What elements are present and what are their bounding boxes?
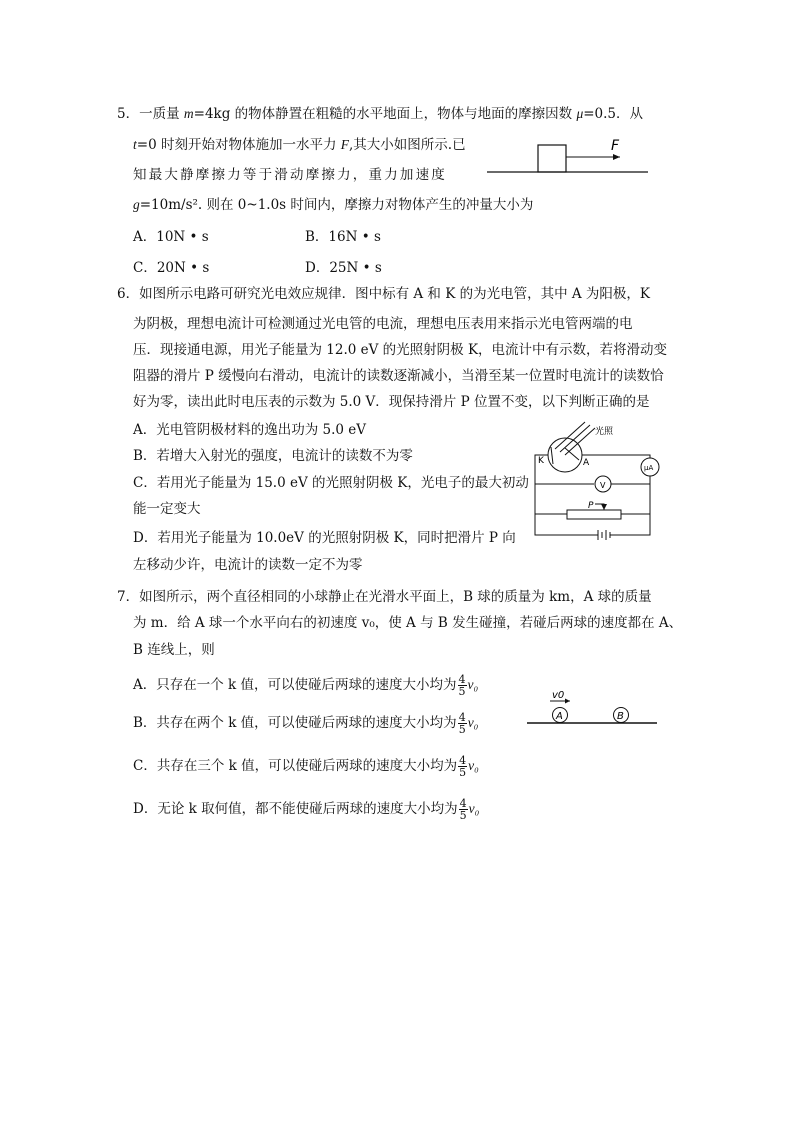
voltmeter-label: V	[600, 481, 606, 490]
q5-var-g: g	[133, 197, 140, 212]
q5-var-m: m	[183, 106, 194, 121]
q7-line-3: B 连线上，则	[133, 642, 215, 658]
fraction-numerator: 4	[459, 797, 467, 810]
q7-line-2: 为 m．给 A 球一个水平向右的初速度 v₀，使 A 与 B 发生碰撞，若碰后两球的速度都在 A、	[133, 615, 683, 631]
v0-symbol: v₀	[467, 715, 479, 730]
q5-var-mu: μ	[576, 106, 584, 121]
q5-text: =10m/s². 则在 0~1.0s 时间内，摩擦力对物体产生的冲量大小为	[139, 197, 534, 213]
q6-line-3: 压．现接通电源，用光子能量为 12.0 eV 的光照射阴极 K，电流计中有示数，若将滑动变	[133, 342, 668, 358]
q6-number: 6．	[117, 286, 140, 302]
q6-option-d-1: D．若用光子能量为 10.0eV 的光照射阴极 K，同时把滑片 P 向	[133, 530, 516, 546]
v0-symbol: v₀	[468, 758, 479, 773]
fraction-denominator: 5	[458, 685, 466, 698]
q7-number: 7．	[117, 589, 140, 605]
q6-line-5: 好为零，读出此时电压表的示数为 5.0 V．现保持滑片 P 位置不变，以下判断正确的是	[133, 394, 650, 410]
ball-b-label: B	[617, 711, 624, 722]
q7-option-b-text: B．共存在两个 k 值，可以使碰后两球的速度大小均为	[133, 715, 457, 731]
fraction-denominator: 5	[458, 723, 466, 736]
ball-a-label: A	[556, 711, 563, 722]
q7-option-c-text: C．共存在三个 k 值，可以使碰后两球的速度大小均为	[133, 758, 458, 774]
q5-option-b: B．16N • s	[305, 229, 381, 245]
q5-text: 一质量	[139, 106, 184, 122]
q6-line-4: 阻器的滑片 P 缓慢向右滑动，电流计的读数逐渐减小，当滑至某一位置时电流计的读数恰	[133, 368, 664, 384]
q6-text: 如图所示电路可研究光电效应规律．图中标有 A 和 K 的为光电管，其中 A 为阳极，K	[139, 286, 651, 302]
fraction-denominator: 5	[459, 766, 467, 779]
v0-symbol: v₀	[468, 801, 480, 816]
q5-var-F: F	[340, 137, 349, 152]
light-label: 光照	[595, 427, 614, 437]
microammeter-label: μA	[644, 464, 654, 472]
fraction-numerator: 4	[459, 754, 467, 767]
q5-line-3: 知最大静摩擦力等于滑动摩擦力，重力加速度	[133, 167, 447, 183]
anode-label: A	[583, 458, 590, 468]
q6-option-d-2: 左移动少许，电流计的读数一定不为零	[133, 557, 363, 573]
q7-option-d-text: D．无论 k 取何值，都不能使碰后两球的速度大小均为	[133, 801, 458, 817]
q5-option-d: D．25N • s	[305, 260, 382, 276]
q6-option-b: B．若增大入射光的强度，电流计的读数不为零	[133, 448, 413, 464]
fraction-denominator: 5	[459, 809, 467, 822]
v0-symbol: v₀	[467, 677, 479, 692]
velocity-arrow-head	[565, 699, 570, 704]
q5-text: =0.5．从	[583, 106, 644, 122]
q6-option-c-2: 能一定变大	[133, 501, 201, 517]
q6-option-c-1: C．若用光子能量为 15.0 eV 的光照射阴极 K，光电子的最大初动	[133, 475, 529, 491]
q7-option-a-text: A．只存在一个 k 值，可以使碰后两球的速度大小均为	[133, 677, 457, 693]
q7-text: 如图所示，两个直径相同的小球静止在光滑水平面上，B 球的质量为 km，A 球的质量	[139, 589, 652, 605]
q5-number: 5．	[117, 106, 140, 122]
q5-text: =4kg 的物体静置在粗糙的水平地面上，物体与地面的摩擦因数	[193, 106, 577, 122]
q5-option-a: A．10N • s	[133, 229, 209, 245]
q5-text: =0 时刻开始对物体施加一水平力	[136, 137, 341, 153]
cathode-label: K	[538, 456, 544, 466]
q6-line-2: 为阴极，理想电流计可检测通过光电管的电流，理想电压表用来指示光电管两端的电	[133, 316, 633, 332]
q5-var-t: t	[133, 137, 137, 152]
velocity-label: v0	[552, 690, 565, 701]
q5-text: ,其大小如图所示.已	[349, 137, 466, 153]
force-label: F	[611, 138, 620, 154]
q6-option-a: A．光电管阴极材料的逸出功为 5.0 eV	[133, 422, 367, 438]
fraction-numerator: 4	[458, 673, 466, 686]
slider-label: P	[588, 501, 594, 511]
fraction-numerator: 4	[458, 711, 466, 724]
q5-option-c: C．20N • s	[133, 260, 210, 276]
